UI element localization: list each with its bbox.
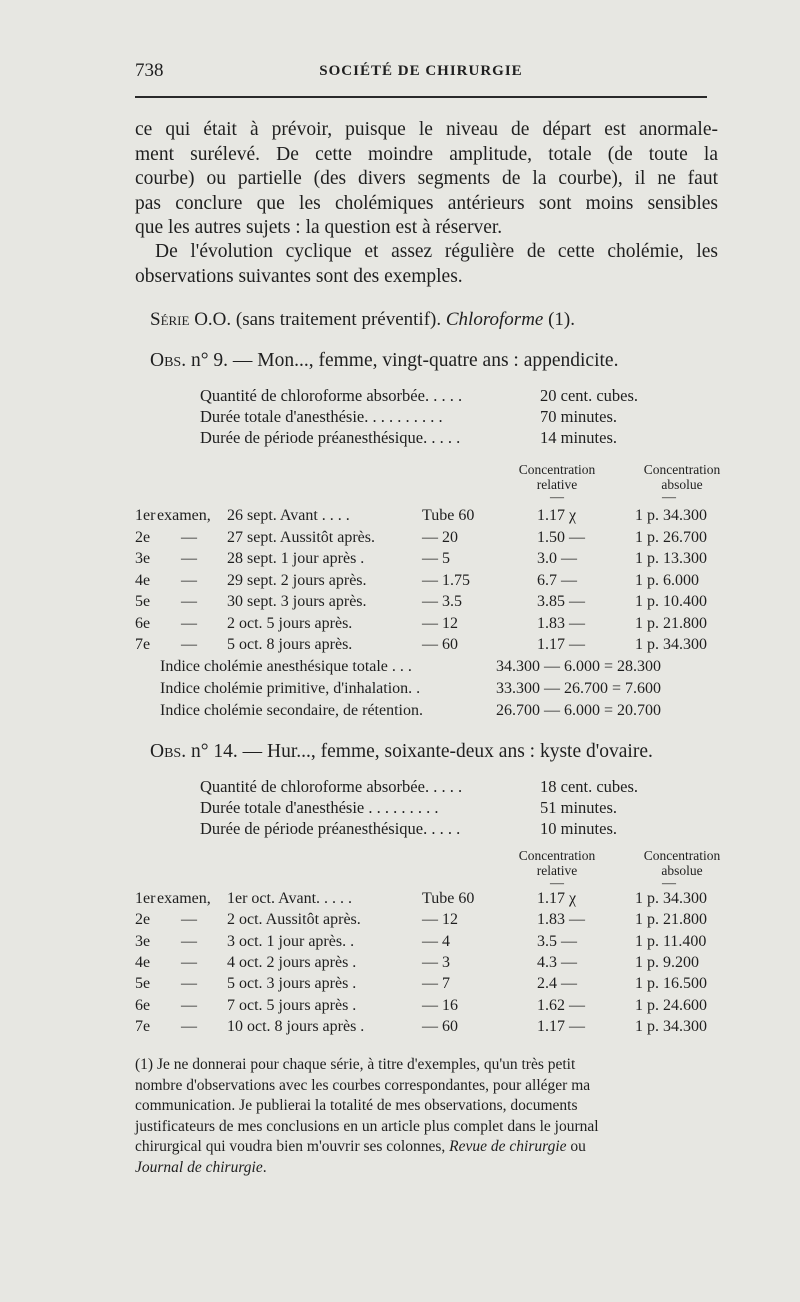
footnote-line: [135, 1158, 718, 1179]
absolute-concentration: 1 p. 34.300: [635, 507, 707, 524]
ditto-mark: —: [181, 528, 197, 546]
ordinal: 6e: [135, 996, 151, 1014]
indice-row: [160, 658, 720, 680]
absolute-concentration: 1 p. 24.600: [635, 996, 707, 1014]
obs14-detail: [200, 798, 660, 818]
table-row: [135, 593, 735, 615]
exam-date: 4 oct. 2 jours après .: [227, 953, 357, 971]
text-line: ce qui était à prévoir, puisque le niveau de départ est anormale-: [135, 119, 718, 140]
indice-label: Indice cholémie anesthésique totale . . .: [160, 658, 412, 675]
relative-concentration: 6.7 —: [537, 571, 577, 589]
relative-concentration: 1.83 —: [537, 911, 585, 929]
relative-concentration: 1.50 —: [537, 528, 585, 546]
detail-value: 70 minutes.: [540, 407, 617, 426]
tube-value: — 16: [422, 996, 458, 1014]
table-row: [135, 572, 735, 594]
absolute-concentration: 1 p. 26.700: [635, 528, 707, 546]
col-rule: —: [662, 876, 676, 891]
col-header-relative: Concentration relative: [518, 462, 596, 492]
table-row: [135, 507, 735, 529]
exam-date: 30 sept. 3 jours après.: [227, 593, 367, 610]
detail-label: Durée de période préanesthésique. . . . .: [200, 819, 461, 838]
ordinal: 2e: [135, 911, 151, 929]
running-title: SOCIÉTÉ DE CHIRURGIE: [319, 63, 523, 79]
tube-value: — 12: [422, 614, 458, 632]
serie-label: Série: [150, 309, 190, 330]
footnote-line: nombre d'observations avec les courbes correspondantes, pour alléger ma: [135, 1076, 591, 1094]
table-row: [135, 636, 735, 658]
indice-label: Indice cholémie secondaire, de rétention.: [160, 702, 423, 719]
obs9-detail: [200, 407, 660, 427]
ditto-mark: —: [181, 1017, 197, 1035]
table-row: [135, 975, 735, 997]
exam-date: 2 oct. Aussitôt après.: [227, 911, 361, 929]
tube-value: — 4: [422, 932, 450, 950]
exam-date: 10 oct. 8 jours après .: [227, 1017, 365, 1035]
ditto-mark: —: [181, 593, 197, 610]
relative-concentration: 1.17 χ: [537, 507, 577, 524]
table-row: [135, 615, 735, 637]
table-row: [135, 954, 735, 976]
ditto-mark: examen,: [157, 890, 211, 907]
ordinal: 5e: [135, 593, 151, 610]
table-row: [135, 997, 735, 1019]
exam-date: 28 sept. 1 jour après .: [227, 550, 365, 567]
table-row: [135, 911, 735, 933]
ordinal: 6e: [135, 614, 151, 632]
exam-date: 2 oct. 5 jours après.: [227, 614, 353, 632]
ordinal: 2e: [135, 528, 151, 546]
ordinal: 4e: [135, 571, 151, 589]
col-rule: —: [662, 490, 676, 505]
ditto-mark: —: [181, 571, 197, 589]
footnote-line: (1) Je ne donnerai pour chaque série, à titre d'exemples, qu'un très petit: [135, 1056, 576, 1073]
detail-label: Durée totale d'anesthésie. . . . . . . . . .: [200, 407, 443, 426]
obs-title-text: n° 14. — Hur..., femme, soixante-deux ans : kyste d'ovaire.: [186, 741, 653, 762]
indice-row: [160, 702, 720, 724]
footnote-journal: Journal de chirurgie: [135, 1158, 263, 1176]
intro-paragraph: [135, 118, 718, 241]
absolute-concentration: 1 p. 11.400: [635, 932, 707, 950]
relative-concentration: 3.0 —: [537, 550, 577, 567]
absolute-concentration: 1 p. 34.300: [635, 1017, 707, 1035]
indice-label: Indice cholémie primitive, d'inhalation. .: [160, 680, 421, 697]
absolute-concentration: 1 p. 13.300: [635, 550, 707, 567]
col-header-absolute: Concentration absolue: [643, 462, 721, 492]
ditto-mark: —: [181, 550, 197, 567]
col-header-absolute: Concentration absolue: [643, 848, 721, 878]
footnote-text: .: [262, 1158, 267, 1176]
ordinal: 7e: [135, 1017, 151, 1035]
exam-date: 29 sept. 2 jours après.: [227, 571, 367, 589]
serie-italic: Chloroforme: [445, 309, 544, 330]
footnote-line: communication. Je publierai la totalité de mes observations, documents: [135, 1097, 578, 1114]
detail-label: Durée de période préanesthésique. . . . .: [200, 428, 461, 447]
ditto-mark: —: [181, 932, 197, 950]
tube-value: — 1.75: [422, 571, 470, 589]
tube-value: — 3.5: [422, 593, 462, 610]
exam-date: 1er oct. Avant. . . . .: [227, 890, 353, 907]
text-line: observations suivantes sont des exemples.: [135, 265, 463, 287]
tube-value: Tube 60: [422, 507, 475, 524]
ditto-mark: —: [181, 996, 197, 1014]
footnote-line: [135, 1137, 718, 1158]
second-paragraph: [135, 240, 718, 289]
ditto-mark: —: [181, 975, 197, 993]
indice-calc: 34.300 — 6.000 = 28.300: [496, 658, 662, 675]
indice-calc: 26.700 — 6.000 = 20.700: [496, 702, 662, 719]
footnote-text: chirurgical qui voudra bien m'ouvrir ses colonnes,: [135, 1138, 450, 1155]
exam-date: 5 oct. 3 jours après .: [227, 975, 357, 993]
obs9-detail: [200, 386, 660, 406]
text-line: pas conclure que les cholémiques antérieurs sont moins sensibles: [135, 192, 718, 214]
obs9-title: [150, 350, 618, 372]
ditto-mark: —: [181, 911, 197, 929]
detail-value: 14 minutes.: [540, 428, 617, 447]
relative-concentration: 1.17 χ: [537, 890, 577, 907]
obs-label: Obs.: [150, 741, 187, 762]
footnote-line: justificateurs de mes conclusions en un article plus complet dans le journal: [135, 1117, 599, 1135]
relative-concentration: 4.3 —: [537, 953, 577, 971]
ordinal: 7e: [135, 636, 151, 653]
absolute-concentration: 1 p. 21.800: [635, 911, 707, 929]
table-row: [135, 550, 735, 572]
text-line: ment surélevé. De cette moindre amplitude, totale (de toute la: [135, 143, 718, 165]
ordinal: 4e: [135, 953, 151, 971]
tube-value: — 3: [422, 953, 450, 971]
relative-concentration: 1.17 —: [537, 1017, 585, 1035]
ordinal: 1er: [135, 890, 156, 907]
text-line: courbe) ou partielle (des divers segments de la courbe), il ne faut: [135, 168, 718, 189]
ordinal: 3e: [135, 550, 151, 567]
page-number: 738: [135, 60, 164, 81]
tube-value: — 7: [422, 975, 450, 993]
text-line: que les autres sujets : la question est à réserver.: [135, 217, 503, 238]
absolute-concentration: 1 p. 9.200: [635, 953, 699, 971]
detail-value: 18 cent. cubes.: [540, 777, 639, 796]
footnote: [135, 1055, 718, 1178]
header-rule: [135, 96, 707, 98]
indice-calc: 33.300 — 26.700 = 7.600: [496, 680, 662, 697]
obs14-detail: [200, 777, 660, 797]
tube-value: — 20: [422, 528, 458, 546]
obs-label: Obs.: [150, 350, 187, 371]
relative-concentration: 1.17 —: [537, 636, 585, 653]
footnote-text: ou: [566, 1138, 586, 1155]
absolute-concentration: 1 p. 34.300: [635, 636, 707, 653]
tube-value: — 60: [422, 1017, 458, 1035]
detail-value: 20 cent. cubes.: [540, 386, 639, 405]
exam-date: 7 oct. 5 jours après .: [227, 996, 357, 1014]
ditto-mark: —: [181, 953, 197, 971]
exam-date: 27 sept. Aussitôt après.: [227, 528, 375, 546]
relative-concentration: 3.5 —: [537, 932, 577, 950]
absolute-concentration: 1 p. 10.400: [635, 593, 707, 610]
table-row: [135, 933, 735, 955]
col-rule: —: [550, 490, 564, 505]
exam-date: 3 oct. 1 jour après. .: [227, 932, 355, 950]
ordinal: 1er: [135, 507, 156, 524]
indice-row: [160, 680, 720, 702]
serie-note: (1).: [543, 309, 575, 330]
detail-label: Durée totale d'anesthésie . . . . . . . . .: [200, 798, 439, 817]
obs-title-text: n° 9. — Mon..., femme, vingt-quatre ans : appendicite.: [186, 350, 619, 371]
footnote-journal: Revue de chirurgie: [449, 1138, 567, 1155]
serie-heading: [150, 309, 575, 331]
obs14-detail: [200, 819, 660, 839]
relative-concentration: 1.83 —: [537, 614, 585, 632]
detail-value: 10 minutes.: [540, 819, 617, 838]
absolute-concentration: 1 p. 16.500: [635, 975, 707, 993]
relative-concentration: 2.4 —: [537, 975, 577, 993]
relative-concentration: 1.62 —: [537, 996, 585, 1014]
ordinal: 3e: [135, 932, 151, 950]
exam-date: 26 sept. Avant . . . .: [227, 507, 350, 524]
col-rule: —: [550, 876, 564, 891]
absolute-concentration: 1 p. 21.800: [635, 614, 707, 632]
ordinal: 5e: [135, 975, 151, 993]
serie-text: O.O. (sans traitement préventif).: [189, 309, 446, 330]
ditto-mark: —: [181, 636, 197, 653]
tube-value: — 5: [422, 550, 450, 567]
tube-value: — 60: [422, 636, 458, 653]
detail-label: Quantité de chloroforme absorbée. . . . .: [200, 777, 463, 796]
table-row: [135, 529, 735, 551]
col-header-relative: Concentration relative: [518, 848, 596, 878]
page-header: [135, 60, 707, 84]
text-line: De l'évolution cyclique et assez régulière de cette cholémie, les: [155, 241, 718, 262]
detail-label: Quantité de chloroforme absorbée. . . . .: [200, 386, 463, 405]
absolute-concentration: 1 p. 34.300: [635, 890, 707, 907]
tube-value: Tube 60: [422, 890, 475, 907]
exam-date: 5 oct. 8 jours après.: [227, 636, 353, 653]
absolute-concentration: 1 p. 6.000: [635, 571, 699, 589]
obs9-detail: [200, 428, 660, 448]
ditto-mark: —: [181, 614, 197, 632]
relative-concentration: 3.85 —: [537, 593, 585, 610]
table-row: [135, 1018, 735, 1040]
obs14-title: [150, 741, 653, 763]
ditto-mark: examen,: [157, 507, 211, 524]
tube-value: — 12: [422, 911, 458, 929]
detail-value: 51 minutes.: [540, 798, 617, 817]
table-row: [135, 890, 735, 912]
